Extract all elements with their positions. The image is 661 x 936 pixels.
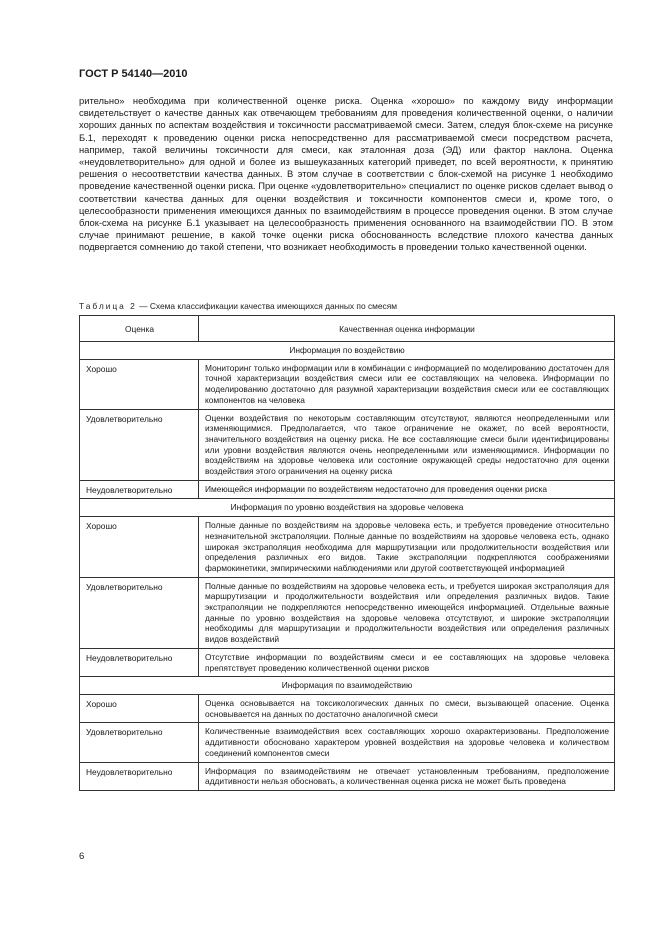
table-row (80, 648, 615, 676)
classification-table (79, 315, 615, 791)
section-header-health-effects (80, 499, 615, 517)
document-header: ГОСТ Р 54140—2010 (79, 68, 188, 80)
rating-cell: Хорошо (80, 694, 199, 722)
table-row (80, 517, 615, 578)
rating-cell: Неудовлетворительно (80, 762, 199, 790)
table-row (80, 359, 615, 409)
page-number: 6 (79, 851, 85, 862)
description-cell: Имеющейся информации по воздействиям недостаточно для проведения оценки риска (199, 480, 615, 499)
description-cell: Мониторинг только информации или в комбинации с информацией по моделированию достаточен для точной характеризации воздействия смеси или ее составляющих на человека. Информации по моделированию достаточно для разумной характеризации воздействия смеси или ее составляющих компонентов на человека (199, 359, 615, 409)
description-cell: Отсутствие информации по воздействиям смеси и ее составляющих на здоровье человека препятствует проведению количественной оценки рисков (199, 648, 615, 676)
description-cell: Полные данные по воздействиям на здоровье человека есть, и требуется широкая экстраполяция для маршрутизации и продолжительности воздействия или определения различных видов. Такие экстраполяции не подкрепляются непосредственно имеющейся информацией. Отдельные важные данные по уровню воздействия на здоровье человека отсутствуют, и широкие экстраполяции необходимы для маршрутизации и продолжительности воздействия или определения различных видов воздействий (199, 577, 615, 648)
table-row (80, 480, 615, 499)
rating-cell: Хорошо (80, 359, 199, 409)
section-title: Информация по воздействию (80, 342, 615, 360)
table-row (80, 723, 615, 762)
section-header-interaction (80, 677, 615, 695)
table-row (80, 694, 615, 722)
table-caption-label: Таблица 2 (79, 301, 137, 311)
description-cell: Оценка основывается на токсикологических данных по смеси, вызывающей опасение. Оценка основывается на данных по достаточно аналогичной смеси (199, 694, 615, 722)
section-title: Информация по уровню воздействия на здоровье человека (80, 499, 615, 517)
table-header-row (80, 316, 615, 342)
rating-cell: Неудовлетворительно (80, 648, 199, 676)
column-header-rating: Оценка (80, 316, 199, 342)
rating-cell: Неудовлетворительно (80, 480, 199, 499)
rating-cell: Удовлетворительно (80, 409, 199, 480)
rating-cell: Удовлетворительно (80, 723, 199, 762)
description-cell: Оценки воздействия по некоторым составляющим отсутствуют, являются неопределенными или изменяющимися. Предполагается, что такое ограничение не окажет, по всей вероятности, значительного воздействия на оценку риска. Не все составляющие смеси были идентифицированы или уровни воздействия являются очень неопределенными или изменяющимися. Информации по воздействиям на здоровье человека или состояние окружающей среды недостаточно для оценки воздействия этого ограничения на оценку риска (199, 409, 615, 480)
rating-cell: Хорошо (80, 517, 199, 578)
table-row (80, 409, 615, 480)
table-caption (79, 301, 397, 311)
body-paragraph: рительно» необходима при количественной оценке риска. Оценка «хорошо» по каждому виду информации свидетельствует о качестве данных как отвечающем требованиям для проведения количественной оценки, о наличии хороших данных по аспектам воздействия и токсичности рассматриваемой смеси. Затем, следуя блок-схеме на рисунке Б.1, переходят к проведению оценки риска непосредственно для рассматриваемой смеси посредством расчета, например, такой величины токсичности для смеси, как эталонная доза (ЭД) или фактор наклона. Оценка «неудовлетворительно» для одной и более из вышеуказанных категорий приведет, по всей вероятности, к принятию решения о несоответствии качества данных. В этом случае в соответствии с блок-схемой на рисунке 1 необходимо проведение качественной оценки риска. При оценке «удовлетворительно» специалист по оценке рисков сделает вывод о соответствии качества данных для оценки воздействия и токсичности компонентов смеси и, кроме того, о целесообразности применения имеющихся данных по взаимодействиям в процессе проведения оценки. В этом случае блок-схема на рисунке Б.1 указывает на целесообразность применения основанного на взаимодействии ПО. В этом случае принимают решение, в какой точке оценки риска обоснованность вследствие плохого качества данных подвергается сомнению до такой степени, что возникает необходимость в проведении только качественной оценки. (79, 95, 613, 253)
description-cell: Количественные взаимодействия всех составляющих хорошо охарактеризованы. Предположение аддитивности обосновано характером уровней воздействия на здоровье человека и количеством соединений компонентов смеси (199, 723, 615, 762)
table-row (80, 577, 615, 648)
table-row (80, 762, 615, 790)
section-header-exposure (80, 342, 615, 360)
description-cell: Полные данные по воздействиям на здоровье человека есть, и требуется проведение относительно незначительной экстраполяции. Полные данные по воздействиям на здоровье человека есть, однако широкая экстраполяция необходима для маршрутизации или продолжительности воздействия или определения различных его видов. Такие экстраполяции подкрепляются соображениями фармокинетики, эмпирическими наблюдениями или другой соответствующей информацией (199, 517, 615, 578)
rating-cell: Удовлетворительно (80, 577, 199, 648)
description-cell: Информация по взаимодействиям не отвечает установленным требованиям, предположение аддитивности нельзя обосновать, а количественная оценка риска не может быть проведена (199, 762, 615, 790)
section-title: Информация по взаимодействию (80, 677, 615, 695)
column-header-assessment: Качественная оценка информации (199, 316, 615, 342)
table-caption-text: — Схема классификации качества имеющихся данных по смесям (136, 301, 398, 311)
